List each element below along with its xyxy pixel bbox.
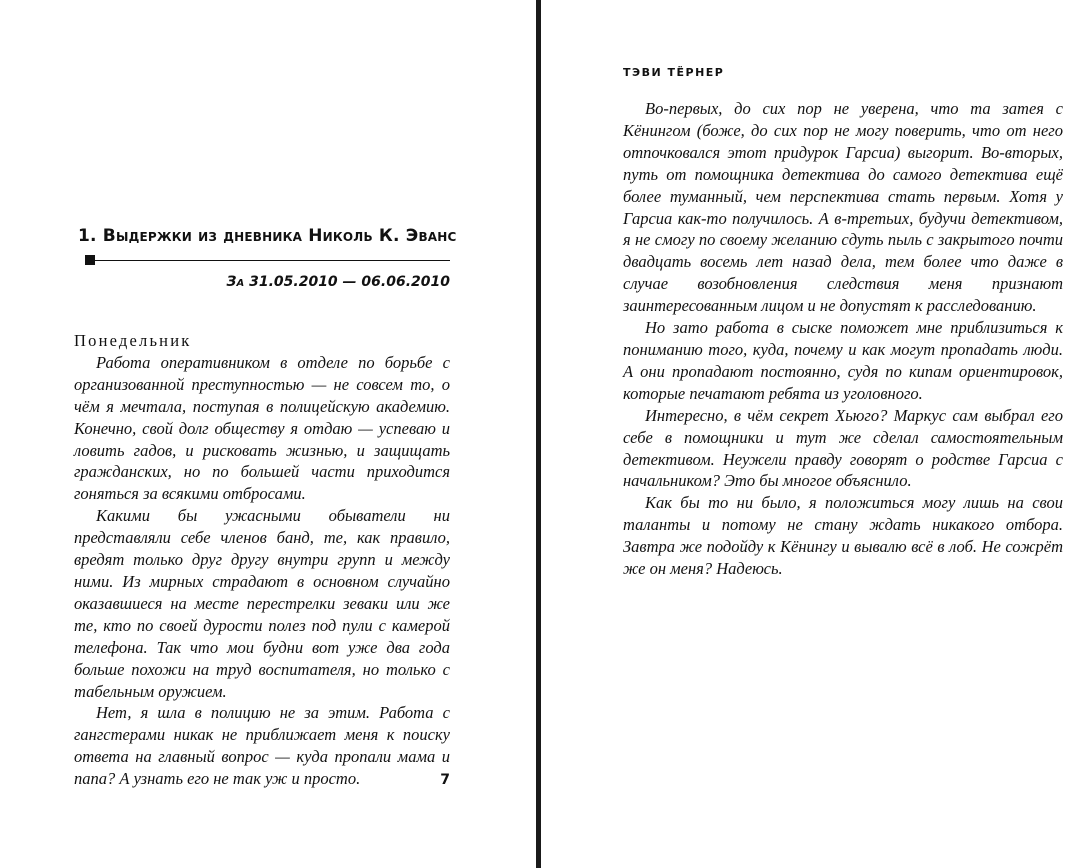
diary-date-range: За 31.05.2010 — 06.06.2010 — [226, 274, 450, 290]
left-body-text — [74, 330, 450, 790]
running-head-author: ТЭВИ ТЁРНЕР — [623, 66, 725, 79]
paragraph: Как бы то ни было, я положиться могу лишь на свои таланты и потому не стану ждать никакого отбора. Завтра же подойду к Кёнингу и вывалю всё в лоб. Не сожрёт же он меня? Надеюсь. — [623, 493, 1063, 579]
paragraph: Работа оперативником в отделе по борьбе с организованной преступностью — не совсем то, о чём я мечтала, поступая в полицейскую академию. Конечно, свой долг обществу я отдаю — успеваю и ловить гадов, и рисковать жизнью, и защищать гражданских, но по большей части приходится гоняться за всякими отбросами. — [74, 352, 450, 504]
paragraph: Во-первых, до сих пор не уверена, что та затея с Кёнингом (боже, до сих пор не могу поверить, что от него отпочковался этот придурок Гарсиа) выгорит. Во-вторых, путь от помощника детектива до самого детектива ещё более туманный, чем перспектива стать первым. Хотя у Гарсиа как-то получилось. А в-третьих, будучи детективом, я не смогу по своему желанию сдуть пыль с закрытого почти двадцать восемь лет назад дела, тем более что даже в случае возобновления следствия меня признают заинтересованным лицом и не допустят к расследованию. — [623, 99, 1063, 316]
paragraph: Нет, я шла в полицию не за этим. Работа с гангстерами никак не приближает меня к поиску ответа на главный вопрос — куда пропали мама и папа? А узнать его не так уж и просто. — [74, 703, 450, 789]
left-page — [0, 0, 536, 868]
right-page — [541, 0, 1074, 868]
page-number: 7 — [440, 772, 450, 788]
chapter-title: 1. Выдержки из дневника Николь К. Эванс — [78, 226, 457, 246]
paragraph: Но зато работа в сыске поможет мне приблизиться к пониманию того, куда, почему и как могут пропадать люди. А они пропадают постоянно, судя по кипам ориентировок, которые печатают ребята из уголовного. — [623, 318, 1063, 403]
title-rule — [90, 260, 450, 261]
right-body-text — [623, 98, 1063, 580]
paragraph: Какими бы ужасными обыватели ни представляли себе членов банд, те, как правило, вредят только друг другу внутри групп и между ними. Из мирных страдают в основном случайно оказавшиеся на месте перестрелки зеваки или же те, кто по своей дурости полез под пули с камерой телефона. Так что мои будни вот уже два года больше похожи на труд воспитателя, но только с табельным оружием. — [74, 506, 450, 701]
day-heading: Понедельник — [74, 331, 192, 350]
paragraph: Интересно, в чём секрет Хьюго? Маркус сам выбрал его себе в помощники и тут же сделал самостоятельным детективом. Неужели правду говорят о родстве Гарсиа с начальником? Это бы многое объяснило. — [623, 405, 1063, 491]
